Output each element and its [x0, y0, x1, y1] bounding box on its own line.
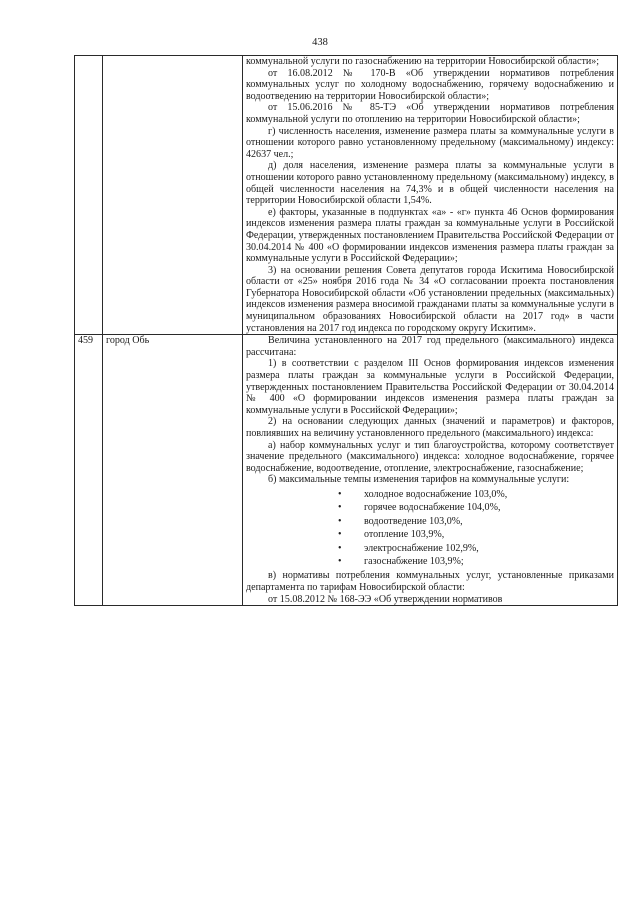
row-number-cell: 459 [75, 335, 103, 606]
description-text [246, 570, 614, 605]
paragraph: коммунальной услуги по газоснабжению на территории Новосибирской области»; [246, 56, 600, 67]
paragraph: г) численность населения, изменение размера платы за коммунальные услуги в отношении которого равно установленному предельному (максимальному) индексу: 42637 чел.; [246, 125, 614, 160]
table-row [75, 56, 618, 335]
paragraph: от 16.08.2012 № 170-В «Об утверждении нормативов потребления коммунальных услуг по холодному водоснабжению, горячему водоснабжению и водоотведению на территории Новосибирской области»; [246, 67, 614, 102]
paragraph: б) максимальные темпы изменения тарифов на коммунальные услуги: [268, 474, 570, 486]
table-row [75, 335, 618, 606]
paragraph: Величина установленного на 2017 год предельного (максимального) индекса рассчитана: [246, 335, 614, 358]
paragraph: в) нормативы потребления коммунальных услуг, установленные приказами департамента по тарифам Новосибирской области: [246, 570, 614, 593]
tariff-rates-list [246, 488, 614, 568]
paragraph: от 15.06.2016 № 85-ТЭ «Об утверждении нормативов потребления коммунальной услуги по отоплению на территории Новосибирской области»; [246, 102, 614, 125]
row-number-cell [75, 56, 103, 335]
document-table [74, 55, 618, 606]
list-item: • холодное водоснабжение 103,0%, [246, 488, 614, 501]
page-number: 438 [312, 37, 328, 48]
municipality-cell [103, 56, 243, 335]
paragraph: 3) на основании решения Совета депутатов города Искитима Новосибирской области от «25» ноября 2016 года № 34 «О согласовании проекта постановления Губернатора Новосибирской области «Об установлении предельных (максимальных) индексов изменения размера вносимой гражданами платы за коммунальные услуги в муниципальном образованиях Новосибирской области на 2017 год» в части установления на 2017 год индекса по городскому округу Искитим». [246, 264, 614, 334]
list-item: • водоотведение 103,0%, [246, 515, 614, 528]
paragraph: д) доля населения, изменение размера платы за коммунальные услуги в отношении которого равно установленному предельному (максимальному) индексу, в общей численности населения на 74,3% и в общей численности населения на территории Новосибирской области 1,54%. [246, 160, 614, 207]
paragraph: 2) на основании следующих данных (значений и параметров) и факторов, повлиявших на величину установленного предельного (максимального) индекса: [246, 416, 614, 439]
paragraph: е) факторы, указанные в подпунктах «а» - «г» пункта 46 Основ формирования индексов изменения размера платы граждан за коммунальные услуги в Российской Федерации, утвержденных постановлением Правительства Российской Федерации от 30.04.2014 № 400 «О формировании индексов изменения размера платы граждан за коммунальные услуги в Российской Федерации»; [246, 206, 614, 265]
paragraph: а) набор коммунальных услуг и тип благоустройства, которому соответствует значение предельного (максимального) индекса: холодное водоснабжение, горячее водоснабжение, водоотведение, отопление, электроснабжение, газоснабжение; [246, 439, 614, 474]
municipality-cell: город Обь [103, 335, 243, 606]
list-item: • электроснабжение 102,9%, [246, 542, 614, 555]
paragraph: 1) в соответствии с разделом III Основ формирования индексов изменения размера платы граждан за коммунальные услуги в Российской Федерации, утвержденных постановлением Правительства Российской Федерации от 30.04.2014 № 400 «О формировании индексов изменения размера платы граждан за коммунальные услуги в Российской Федерации»; [246, 358, 614, 416]
description-cell [243, 335, 618, 606]
list-item: • отопление 103,9%, [246, 528, 614, 541]
list-item: • газоснабжение 103,9%; [246, 555, 614, 568]
paragraph: от 15.08.2012 № 168-ЭЭ «Об утверждении нормативов [268, 593, 503, 605]
description-cell [243, 56, 618, 335]
list-item: • горячее водоснабжение 104,0%, [246, 501, 614, 514]
description-text [246, 56, 614, 334]
description-text [246, 335, 614, 486]
